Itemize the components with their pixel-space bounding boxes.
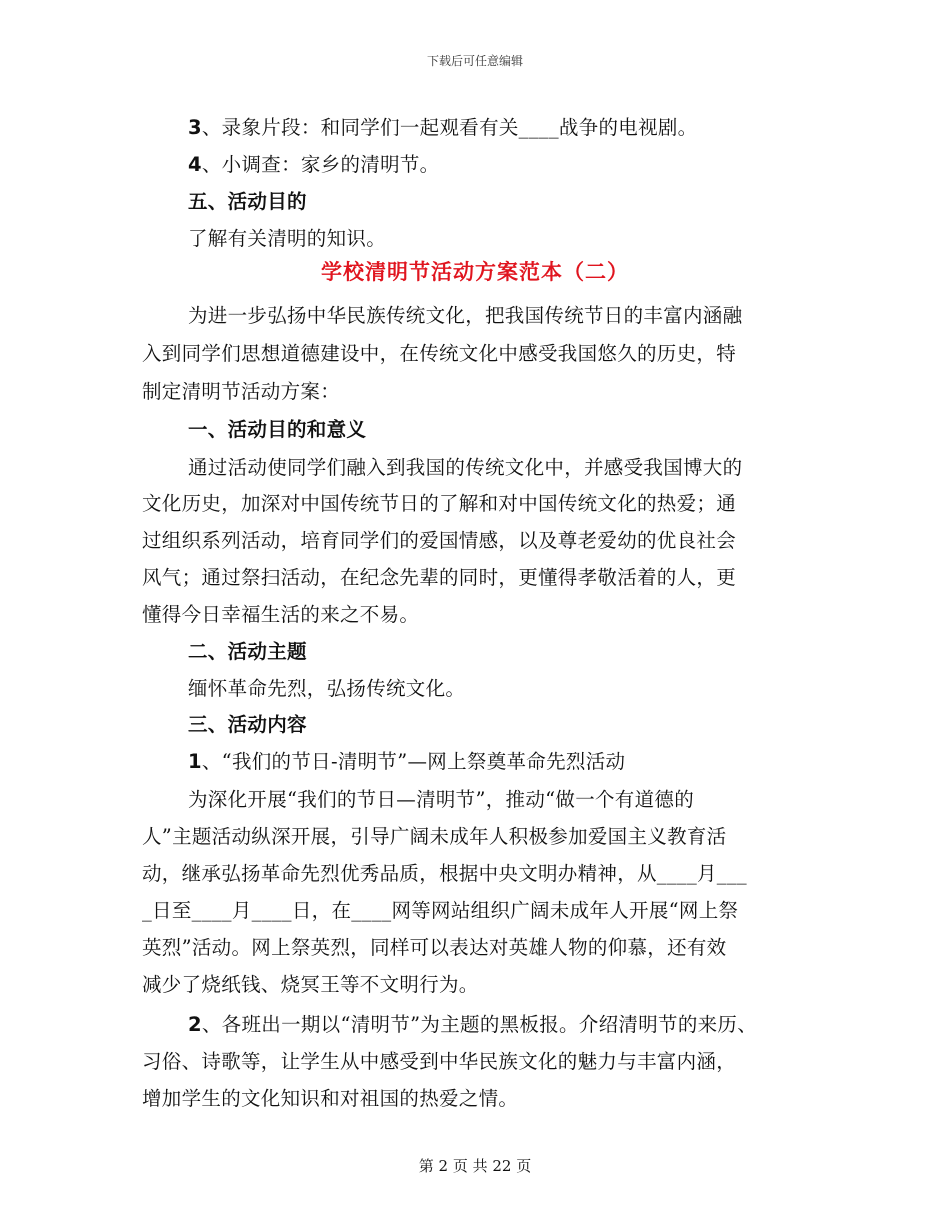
list-item-number: 3 [188, 116, 202, 139]
document-title: 学校清明节活动方案范本（二） [321, 260, 629, 284]
paragraph-line: 人”主题活动纵深开展，引导广阔未成年人积极参加爱国主义教育活 [142, 825, 727, 848]
list-item-text: 、小调查：家乡的清明节。 [201, 153, 440, 176]
section-heading-content: 三、活动内容 [188, 713, 307, 736]
paragraph-line: 制定清明节活动方案： [142, 380, 341, 403]
section-heading-purpose: 五、活动目的 [188, 190, 307, 213]
list-item-text: 、录象片段：和同学们一起观看有关____战争的电视剧。 [201, 116, 698, 139]
paragraph-line: 文化历史，加深对中国传统节日的了解和对中国传统文化的热爱；通 [142, 492, 737, 515]
list-item-text: 、“我们的节日-清明节”—网上祭奠革命先烈活动 [201, 750, 626, 773]
list-item-number: 2 [188, 1013, 202, 1036]
section-heading-theme: 二、活动主题 [188, 640, 307, 663]
paragraph-line: 为进一步弘扬中华民族传统文化，把我国传统节日的丰富内涵融 [188, 304, 743, 327]
content-item-2 [188, 1013, 757, 1037]
list-item-number: 1 [188, 750, 202, 773]
list-item-number: 4 [188, 153, 202, 176]
paragraph-line: 习俗、诗歌等，让学生从中感受到中华民族文化的魅力与丰富内涵， [142, 1050, 737, 1073]
paragraph-line: 英烈”活动。网上祭英烈，同样可以表达对英雄人物的仰慕，还有效 [142, 936, 727, 959]
section-heading-meaning: 一、活动目的和意义 [188, 418, 367, 441]
list-item-3 [188, 116, 697, 140]
paragraph-line: _日至____月____日，在____网等网站组织广阔未成年人开展“网上祭 [142, 899, 739, 922]
paragraph-line: 风气；通过祭扫活动，在纪念先辈的同时，更懂得孝敬活着的人，更 [142, 566, 737, 589]
theme-text: 缅怀革命先烈，弘扬传统文化。 [188, 677, 466, 700]
paragraph-line: 通过活动使同学们融入到我国的传统文化中，并感受我国博大的 [188, 456, 743, 479]
purpose-text: 了解有关清明的知识。 [188, 227, 387, 250]
list-item-4 [188, 153, 439, 177]
paragraph-line: 减少了烧纸钱、烧冥王等不文明行为。 [142, 973, 479, 996]
paragraph-line: 为深化开展“我们的节日—清明节”，推动“做一个有道德的 [188, 788, 695, 811]
paragraph-line: 过组织系列活动，培育同学们的爱国情感，以及尊老爱幼的优良社会 [142, 529, 737, 552]
paragraph-line: 入到同学们思想道德建设中，在传统文化中感受我国悠久的历史，特 [142, 342, 737, 365]
paragraph-line: 动，继承弘扬革命先烈优秀品质，根据中央文明办精神，从____月___ [142, 862, 747, 885]
page-footer: 第 2 页 共 22 页 [418, 1157, 532, 1175]
page-header-note: 下载后可任意编辑 [426, 54, 523, 68]
paragraph-line: 懂得今日幸福生活的来之不易。 [142, 603, 420, 626]
content-item-1-title [188, 750, 625, 774]
list-item-text: 、各班出一期以“清明节”为主题的黑板报。介绍清明节的来历、 [201, 1013, 758, 1036]
paragraph-line: 增加学生的文化知识和对祖国的热爱之情。 [142, 1087, 519, 1110]
